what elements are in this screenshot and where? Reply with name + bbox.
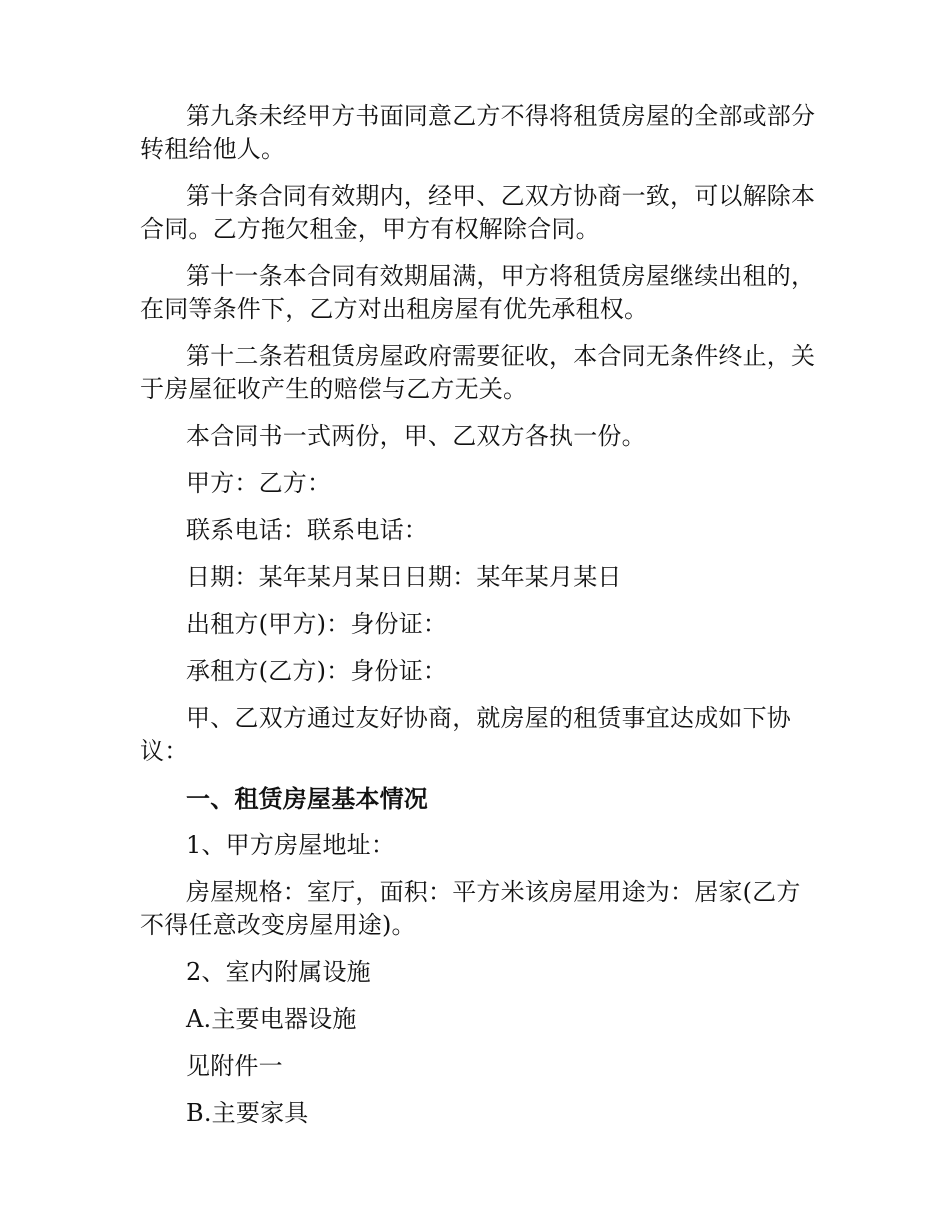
- contact-phones: 联系电话：联系电话：: [186, 516, 428, 544]
- see-attachment-1: 见附件一: [186, 1052, 283, 1080]
- clause-10: 第十条合同有效期内，经甲、乙双方协商一致，可以解除本合同。乙方拖欠租金，甲方有权解除合同。: [140, 182, 816, 243]
- copies-statement: 本合同书一式两份，甲、乙双方各执一份。: [186, 422, 646, 450]
- main-appliances: A.主要电器设施: [186, 1005, 357, 1033]
- clause-12: 第十二条若租赁房屋政府需要征收，本合同无条件终止，关于房屋征收产生的赔偿与乙方无关。: [140, 342, 816, 403]
- signing-dates: 日期：某年某月某日日期：某年某月某日: [186, 563, 622, 591]
- main-furniture: B.主要家具: [186, 1099, 309, 1127]
- section-heading-basic-info: 一、租赁房屋基本情况: [186, 784, 428, 813]
- clause-9: 第九条未经甲方书面同意乙方不得将租赁房屋的全部或部分转租给他人。: [140, 102, 816, 163]
- house-address: 1、甲方房屋地址：: [186, 831, 396, 859]
- house-specification: 房屋规格：室厅，面积：平方米该房屋用途为：居家(乙方不得任意改变房屋用途)。: [140, 878, 801, 939]
- party-signatures: 甲方：乙方：: [186, 469, 332, 497]
- lessor-id: 出租方(甲方)：身份证：: [186, 610, 448, 638]
- lessee-id: 承租方(乙方)：身份证：: [186, 657, 448, 685]
- agreement-intro: 甲、乙双方通过友好协商，就房屋的租赁事宜达成如下协议：: [140, 704, 791, 765]
- clause-11: 第十一条本合同有效期届满，甲方将租赁房屋继续出租的，在同等条件下，乙方对出租房屋有优先承租权。: [140, 262, 816, 323]
- indoor-facilities: 2、室内附属设施: [186, 958, 371, 986]
